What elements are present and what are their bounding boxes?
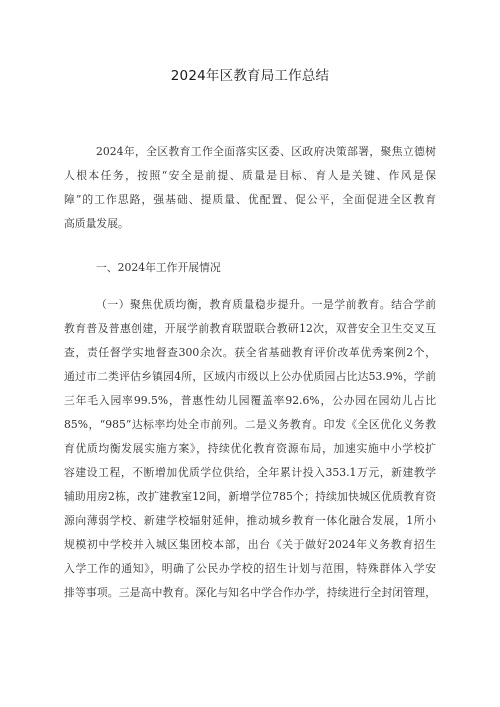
paragraph-line: 规模初中学校并入城区集团校本部，出台《关于做好2024年义务教育招生 (64, 538, 436, 551)
paragraph-line: 入学工作的通知》，明确了公民办学校的招生计划与范围，特殊群体入学安 (64, 562, 436, 575)
document-title: 2024年区教育局工作总结 (170, 68, 330, 84)
paragraph-line: 育优质均衡发展实施方案》，持续优化教育资源布局，加速实施中小学校扩 (64, 442, 436, 455)
paragraph-line: 2024年，全区教育工作全面落实区委、区政府决策部署，聚焦立德树 (96, 145, 436, 158)
paragraph-line: 容建设工程，不断增加优质学位供给，全年累计投入353.1万元，新建教学 (64, 466, 436, 479)
paragraph-line: 高质量发展。 (64, 217, 129, 230)
paragraph-line: 辅助用房2栋，改扩建教室12间，新增学位785个；持续加快城区优质教育资 (64, 490, 436, 503)
paragraph-line: 人根本任务，按照“安全是前提、质量是目标、育人是关键、作风是保 (64, 169, 436, 182)
paragraph-line: 通过市二类评估乡镇园4所，区域内市级以上公办优质园占比达53.9%，学前 (64, 370, 436, 383)
paragraph-line: 源向薄弱学校、新建学校辐射延伸，推动城乡教育一体化融合发展，1所小 (64, 514, 436, 527)
paragraph-line: 障”的工作思路，强基础、提质量、优配置、促公平，全面促进全区教育 (64, 193, 436, 206)
paragraph-line: 85%，“985”达标率均处全市前列。二是义务教育。印发《全区优化义务教 (64, 418, 436, 431)
paragraph-line: 三年毛入园率99.5%，普惠性幼儿园覆盖率92.6%，公办园在园幼儿占比 (64, 394, 436, 407)
paragraph-line: 查，责任督学实地督查300余次。获全省基础教育评价改革优秀案例2个， (64, 346, 436, 359)
paragraph-line: （一）聚焦优质均衡，教育质量稳步提升。一是学前教育。结合学前 (96, 298, 436, 311)
paragraph-line: 教育普及普惠创建，开展学前教育联盟联合教研12次，双普安全卫生交叉互 (64, 322, 436, 335)
section-heading: 一、2024年工作开展情况 (96, 261, 221, 274)
paragraph-line: 排等事项。三是高中教育。深化与知名中学合作办学，持续进行全封闭管理， (64, 586, 436, 599)
